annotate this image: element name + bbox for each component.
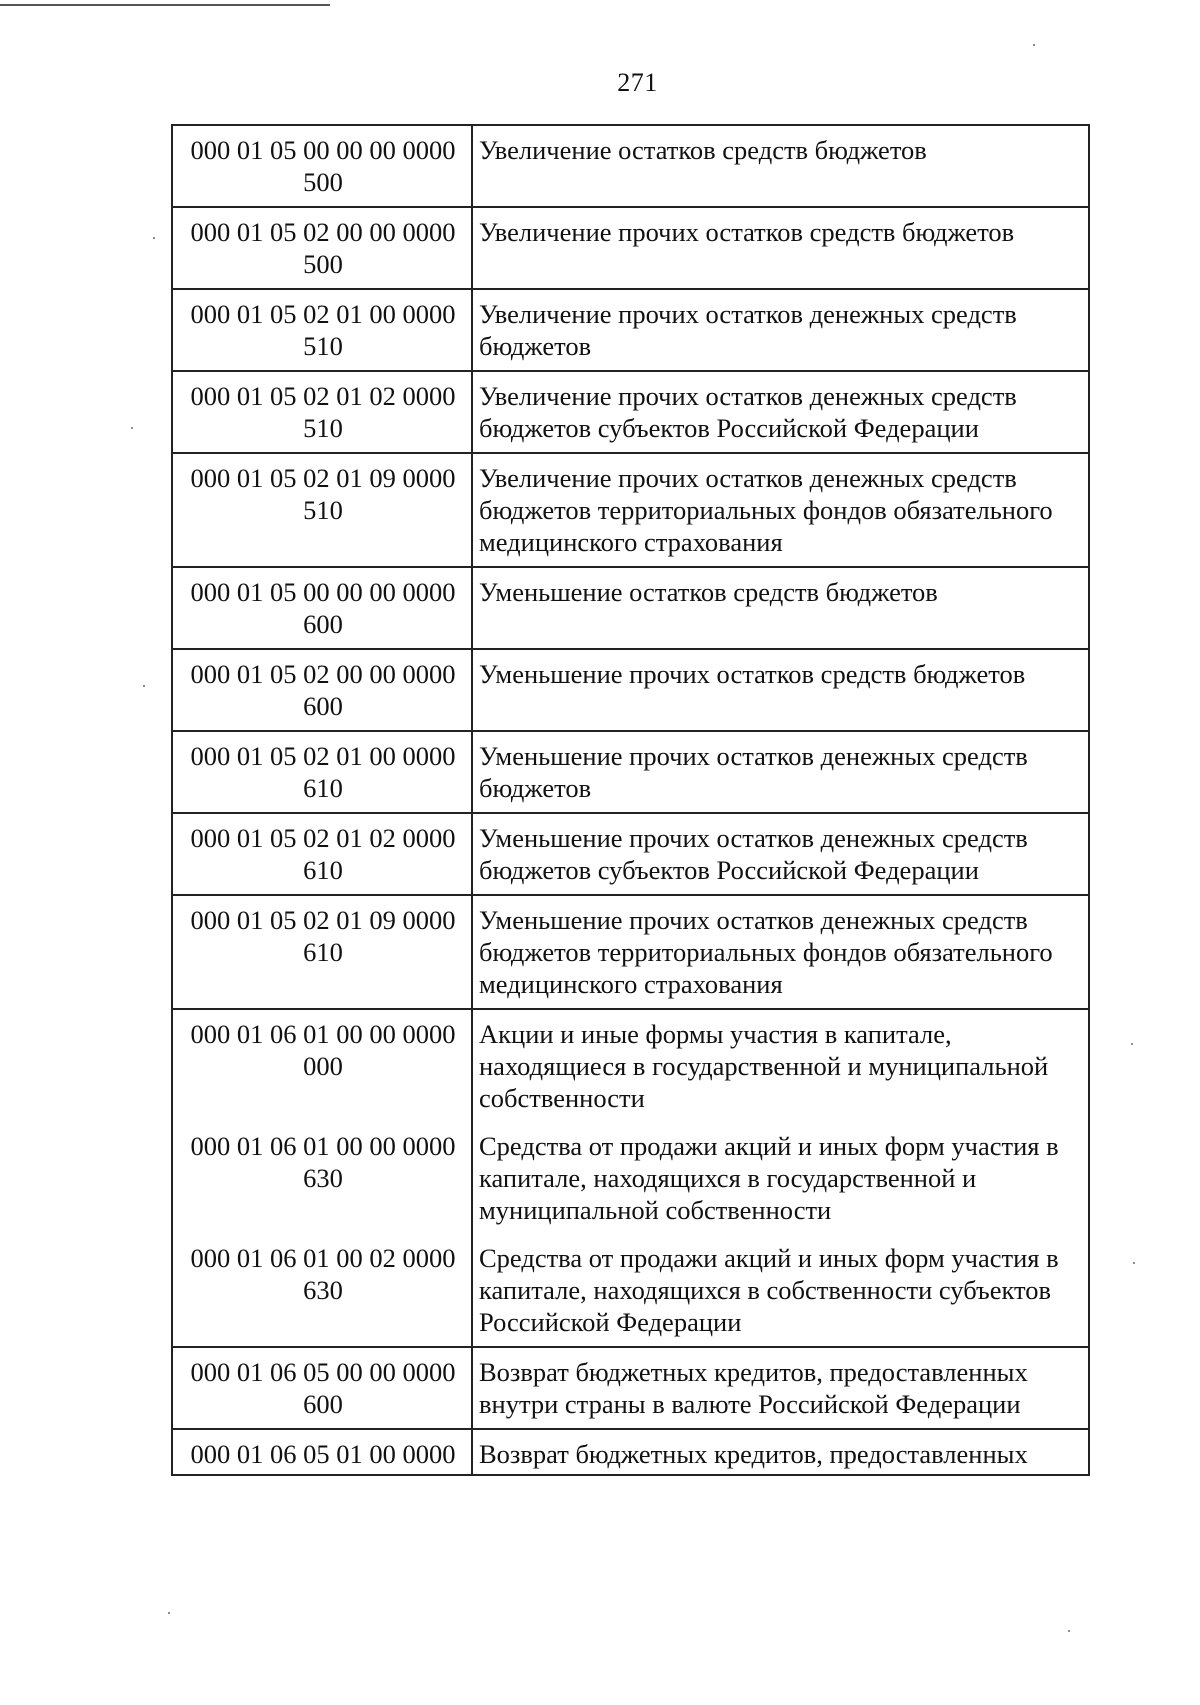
table-row [172,1347,1089,1429]
budget-code: 000 01 06 05 00 00 0000 600 [172,1347,472,1429]
row-description: Увеличение остатков средств бюджетов [472,125,1089,207]
budget-code: 000 01 06 01 00 02 0000 630 [172,1234,472,1347]
budget-code: 000 01 06 01 00 00 0000 630 [172,1122,472,1234]
budget-code: 000 01 05 02 01 00 0000 510 [172,289,472,371]
table-row [172,895,1089,1009]
row-description: Уменьшение остатков средств бюджетов [472,567,1089,649]
table-row [172,1009,1089,1122]
row-description: Уменьшение прочих остатков денежных средств бюджетов субъектов Российской Федерации [472,813,1089,895]
table-row [172,1234,1089,1347]
budget-code: 000 01 05 02 00 00 0000 500 [172,207,472,289]
page-number: 271 [617,68,658,97]
budget-code: 000 01 05 02 01 02 0000 510 [172,371,472,453]
scan-edge-line [0,4,330,6]
table-row [172,289,1089,371]
scan-speck [168,1612,170,1614]
row-description: Увеличение прочих остатков денежных средств бюджетов территориальных фондов обязательного медицинского страхования [472,453,1089,567]
row-description: Средства от продажи акций и иных форм участия в капитале, находящихся в собственности субъектов Российской Федерации [472,1234,1089,1347]
budget-code: 000 01 05 02 01 02 0000 610 [172,813,472,895]
row-description: Увеличение прочих остатков денежных средств бюджетов субъектов Российской Федерации [472,371,1089,453]
table-row [172,453,1089,567]
scan-speck [1068,1630,1070,1632]
budget-code: 000 01 05 00 00 00 0000 600 [172,567,472,649]
row-description: Уменьшение прочих остатков денежных средств бюджетов [472,731,1089,813]
table-row [172,125,1089,207]
row-description: Акции и иные формы участия в капитале, находящиеся в государственной и муниципальной собственности [472,1009,1089,1122]
table-row [172,649,1089,731]
scan-speck [143,685,145,687]
scan-speck [131,427,133,429]
budget-code: 000 01 05 02 01 09 0000 510 [172,453,472,567]
row-description: Средства от продажи акций и иных форм участия в капитале, находящихся в государственной и муниципальной собственности [472,1122,1089,1234]
row-description: Увеличение прочих остатков денежных средств бюджетов [472,289,1089,371]
budget-classification-table [171,124,1090,1476]
budget-code: 000 01 06 05 01 00 0000 [172,1429,472,1475]
table-row [172,1122,1089,1234]
row-description: Возврат бюджетных кредитов, предоставленных внутри страны в валюте Российской Федерации [472,1347,1089,1429]
table-row [172,371,1089,453]
scan-speck [1033,44,1035,46]
table-row [172,1429,1089,1475]
row-description: Уменьшение прочих остатков средств бюджетов [472,649,1089,731]
table-row [172,731,1089,813]
budget-code: 000 01 05 02 01 00 0000 610 [172,731,472,813]
row-description: Возврат бюджетных кредитов, предоставленных [472,1429,1089,1475]
table-row [172,813,1089,895]
row-description: Увеличение прочих остатков средств бюджетов [472,207,1089,289]
scan-speck [1131,1043,1133,1045]
table-row [172,207,1089,289]
budget-code: 000 01 05 02 00 00 0000 600 [172,649,472,731]
row-description: Уменьшение прочих остатков денежных средств бюджетов территориальных фондов обязательного медицинского страхования [472,895,1089,1009]
scan-speck [153,237,155,239]
budget-code: 000 01 06 01 00 00 0000 000 [172,1009,472,1122]
table-row [172,567,1089,649]
budget-code: 000 01 05 02 01 09 0000 610 [172,895,472,1009]
scan-speck [1133,1262,1135,1264]
budget-code: 000 01 05 00 00 00 0000 500 [172,125,472,207]
